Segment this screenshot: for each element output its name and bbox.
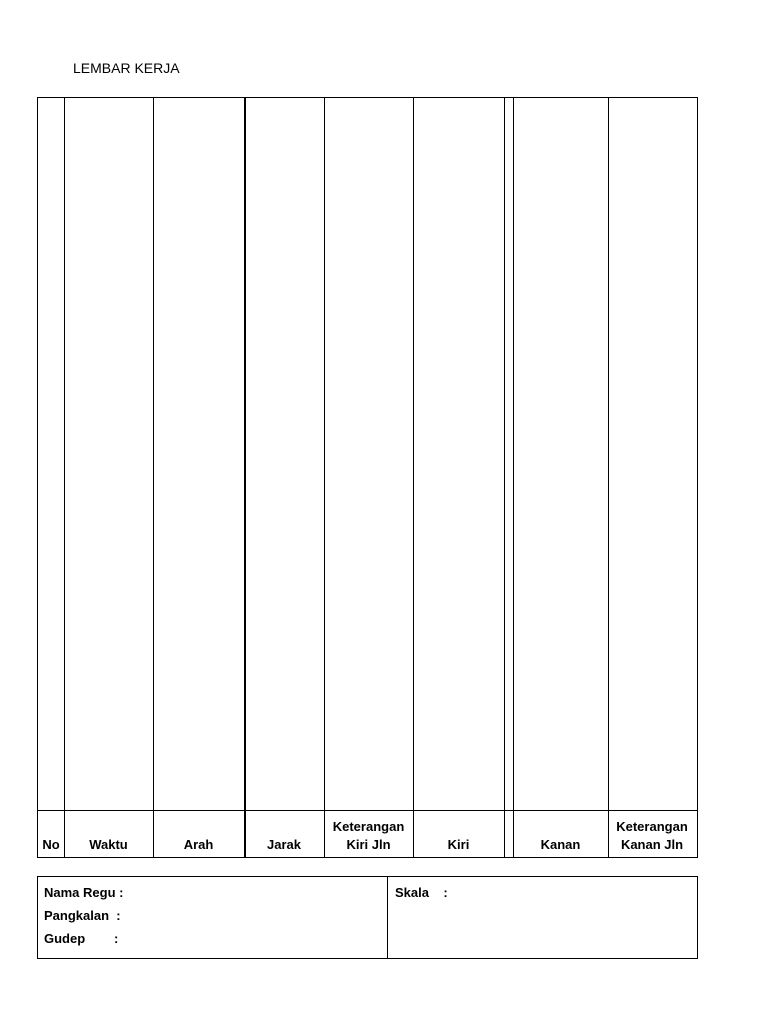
header-keterangan-kiri (324, 810, 413, 857)
header-label: Kiri Jln (346, 837, 391, 852)
info-divider (387, 877, 388, 958)
column-divider (413, 98, 414, 857)
pangkalan-label: Pangkalan : (44, 908, 121, 923)
header-label: Kanan (540, 837, 581, 852)
header-label: Kanan Jln (620, 837, 684, 852)
header-keterangan-kanan (608, 810, 696, 857)
header-waktu (64, 810, 153, 857)
column-divider (64, 98, 65, 857)
header-label: Keterangan (616, 819, 688, 834)
nama-regu-label: Nama Regu : (44, 885, 124, 900)
column-divider (153, 98, 154, 857)
skala-label: Skala : (395, 885, 448, 900)
header-label: Kiri (447, 837, 470, 852)
column-divider (608, 98, 609, 857)
header-kanan (513, 810, 608, 857)
column-divider (324, 98, 325, 857)
header-kiri (413, 810, 504, 857)
header-no (38, 810, 64, 857)
header-label: No (42, 837, 60, 852)
header-jarak (244, 810, 324, 857)
column-divider (504, 98, 505, 857)
header-label: Keterangan (332, 819, 405, 834)
header-label: Arah (183, 837, 214, 852)
header-label: Waktu (89, 837, 128, 852)
header-label: Jarak (267, 837, 301, 852)
page-title: LEMBAR KERJA (73, 60, 180, 76)
column-divider (513, 98, 514, 857)
info-box (37, 876, 698, 959)
column-divider (244, 98, 246, 857)
work-table (37, 97, 698, 858)
gudep-label: Gudep : (44, 931, 119, 946)
header-arah (153, 810, 244, 857)
